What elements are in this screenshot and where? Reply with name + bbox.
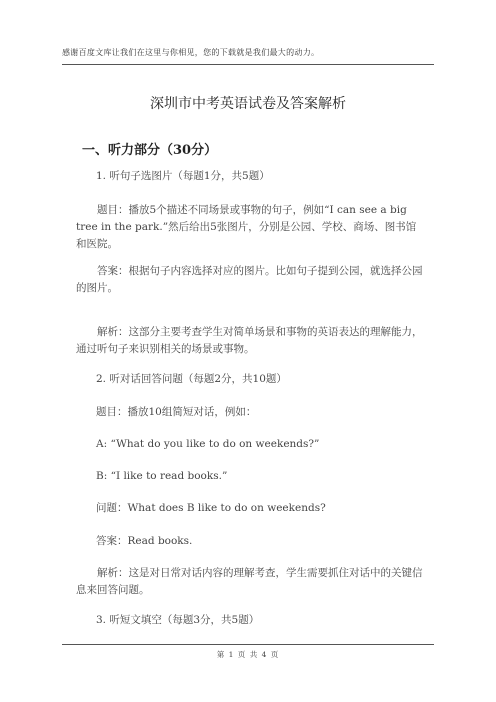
question-heading-3: 3. 听短文填空（每题3分，共5题） xyxy=(96,614,260,626)
paragraph-answer-1: 答案：根据句子内容选择对应的图片。比如句子提到公园，就选择公园的图片。 xyxy=(76,265,423,294)
dialogue-line-b: B: “I like to read books.” xyxy=(96,470,228,482)
question-heading-2: 2. 听对话回答问题（每题2分，共10题） xyxy=(96,373,287,385)
paragraph-analysis-2: 解析：这是对日常对话内容的理解考查，学生需要抓住对话中的关键信息来回答问题。 xyxy=(76,567,423,596)
document-title: 深圳市中考英语试卷及答案解析 xyxy=(150,96,346,112)
question-heading-1: 1. 听句子选图片（每题1分，共5题） xyxy=(96,170,270,182)
paragraph-question-text: 问题：What does B like to do on weekends? xyxy=(96,502,326,514)
page-number: 第 1 页 共 4 页 xyxy=(216,650,280,659)
header-divider xyxy=(62,64,434,65)
paragraph-analysis-1: 解析：这部分主要考查学生对简单场景和事物的英语表达的理解能力，通过听句子来识别相关的场景或事物。 xyxy=(76,326,423,355)
dialogue-line-a: A: “What do you like to do on weekends?” xyxy=(96,438,320,450)
paragraph-question-1: 题目：播放5个描述不同场景或事物的句子，例如“I can see a big tree in the park.”然后给出5张图片，分别是公园、学校、商场、图书馆和医院。 xyxy=(76,204,417,250)
section-heading: 一、听力部分（30分） xyxy=(82,143,218,158)
paragraph-answer-2: 答案：Read books. xyxy=(96,535,193,547)
paragraph-question-2: 题目：播放10组简短对话，例如： xyxy=(96,406,257,418)
footer-divider xyxy=(62,644,434,645)
header-text: 感谢百度文库让我们在这里与你相见，您的下载就是我们最大的动力。 xyxy=(62,48,320,57)
